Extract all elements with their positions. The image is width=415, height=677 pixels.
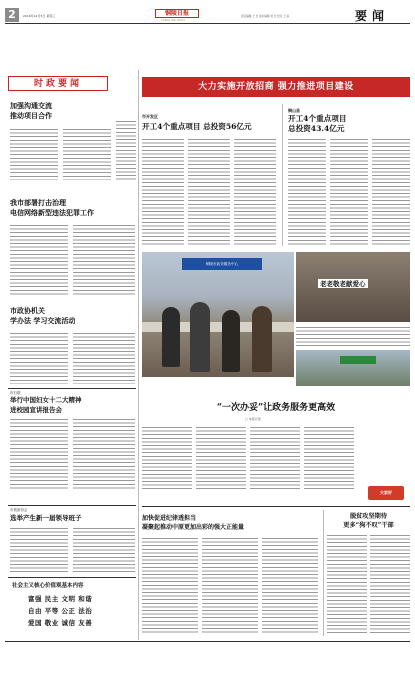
headline-banner (142, 77, 410, 97)
left-article-3-body-col2 (73, 332, 135, 384)
left-article-3-body (10, 332, 68, 384)
project2-title: 开工4个重点项目 总投资43.4亿元 (288, 114, 347, 133)
bottom-column-divider (323, 510, 324, 636)
project-divider (282, 104, 283, 246)
masthead-logo (155, 9, 199, 18)
ad-badge-text: 大家好 (380, 490, 392, 495)
section-title: 要闻 (355, 9, 390, 23)
bottom-left-body-col3 (262, 537, 318, 633)
service-body-col1 (142, 426, 192, 492)
date-line: 2018年12月5日 星期三 (23, 14, 56, 18)
left-divider-2 (8, 505, 136, 506)
project1-kicker: 市开发区 (142, 114, 158, 119)
project1-body-col2 (188, 138, 230, 246)
core-values-box (8, 577, 136, 635)
column-title-box (8, 76, 108, 91)
left-article-2-body (10, 224, 68, 296)
project1-title: 开工4个重点项目 总投资56亿元 (142, 122, 252, 131)
bottom-right-body-col1 (327, 534, 367, 633)
project2-kicker: 铜山县 (288, 108, 300, 113)
service-byline: □ 本报记者 (245, 417, 261, 421)
column-title: 时政要闻 (33, 79, 82, 89)
left-article-5-kicker: 市旅游协会 (10, 508, 28, 512)
project2-body-col3 (372, 138, 410, 246)
photo-person-1 (162, 307, 180, 367)
service-title: “一次办妥”让政务服务更高效 (216, 403, 336, 413)
service-body-col4 (304, 426, 354, 492)
bottom-left-body-col1 (142, 537, 198, 633)
photo-3-sign (340, 356, 376, 364)
footer-rule (5, 641, 410, 642)
header-rule (5, 23, 410, 24)
left-article-3-title: 市政协机关 学办法 学习交流活动 (10, 306, 76, 325)
left-article-5-title: 选举产生新一届领导班子 (10, 514, 82, 522)
photo-person-2 (190, 302, 210, 372)
photo-person-3 (222, 310, 240, 372)
left-article-5-body (10, 527, 68, 573)
service-body-col2 (196, 426, 246, 492)
photo-person-4 (252, 306, 272, 372)
project2-body-col2 (330, 138, 368, 246)
service-body-col3 (250, 426, 300, 492)
left-article-4-body-col2 (73, 418, 135, 490)
edit-line: 责任编辑 王 吉 美术编辑 刘 尤 校对 王 丽 (241, 15, 290, 18)
left-article-1-title: 加强沟通交流 推动项目合作 (10, 101, 52, 120)
column-divider (138, 70, 139, 640)
left-article-5-body-col2 (73, 527, 135, 573)
headline-banner-text: 大力实施开放招商 强力推进项目建设 (198, 82, 354, 92)
project1-body-col1 (142, 138, 184, 246)
photo-caption (296, 326, 410, 348)
page-number: 2 (8, 8, 16, 21)
left-article-1-body (10, 128, 58, 180)
core-values-title: 社会主义核心价值观基本内容 (12, 583, 84, 589)
bottom-right-title: 脱贫攻坚期待 更多“狗不叹”干部 (343, 513, 394, 529)
masthead-subtitle: TONGLING DAILY (161, 19, 186, 22)
photo-caption-title: 老老敬老献爱心 (320, 280, 366, 288)
bottom-right-body-col2 (370, 534, 410, 633)
left-article-2-title: 我市部署打击治理 电信网络新型违法犯罪工作 (10, 198, 94, 217)
photo-hall-sign-text: 铜陵市政务服务中心 (205, 262, 239, 266)
core-values-line-2: 自由 平等 公正 法治 (28, 607, 93, 615)
left-article-4-body (10, 418, 68, 490)
project1-body-col3 (234, 138, 276, 246)
masthead-text: 铜陵日报 (164, 10, 189, 17)
photo-hall-sign (182, 258, 262, 270)
left-article-4-kicker: 市妇联 (10, 391, 21, 395)
left-article-1-body-col3 (116, 120, 136, 180)
left-divider-1 (8, 388, 136, 389)
bottom-left-body-col2 (202, 537, 258, 633)
left-article-4-title: 举行中国妇女十二大精神 进校园宣讲报告会 (10, 396, 82, 414)
left-article-2-body-col2 (73, 224, 135, 296)
core-values-line-1: 富强 民主 文明 和谐 (28, 595, 93, 603)
core-values-line-3: 爱国 敬业 诚信 友善 (28, 619, 93, 627)
ad-badge (368, 486, 404, 500)
bottom-left-title: 加快促进纪律透担当 凝聚起推动中原更加出彩的强大正能量 (142, 515, 245, 531)
page-header (5, 8, 410, 30)
left-article-1-body-col2 (63, 128, 111, 180)
page-number-box (5, 8, 19, 22)
news-photo (142, 252, 294, 377)
project2-body-col1 (288, 138, 326, 246)
bottom-divider (142, 506, 410, 507)
